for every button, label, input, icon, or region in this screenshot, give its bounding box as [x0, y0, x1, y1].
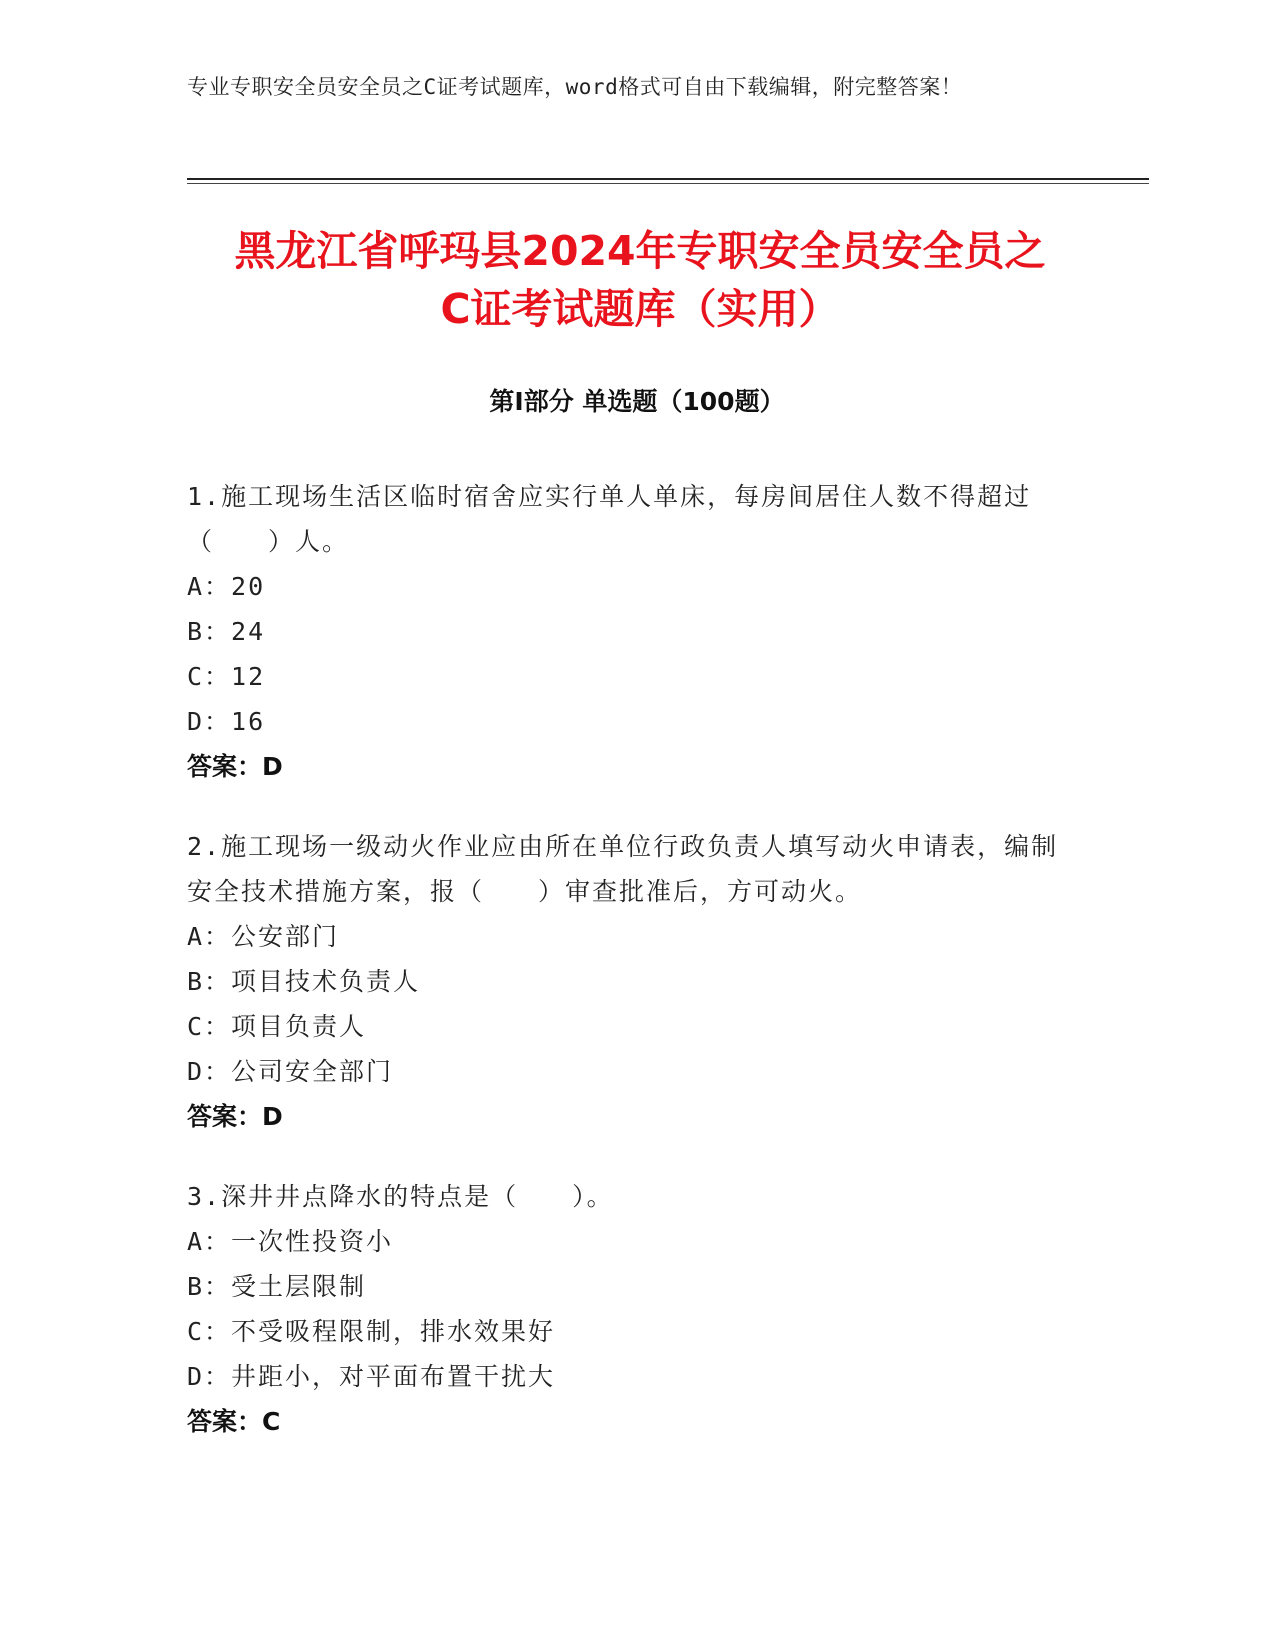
question-option-b: B：项目技术负责人	[187, 967, 421, 996]
question-stem: 2.施工现场一级动火作业应由所在单位行政负责人填写动火申请表，编制安全技术措施方案，报（ ）审查批准后，方可动火。	[187, 832, 1059, 906]
question-stem: 1.施工现场生活区临时宿舍应实行单人单床，每房间居住人数不得超过（ ）人。	[187, 482, 1032, 556]
question-option-c: C：不受吸程限制，排水效果好	[187, 1317, 556, 1346]
question-option-b: B：受土层限制	[187, 1272, 367, 1301]
document-title	[160, 222, 1120, 338]
question-option-a: A：一次性投资小	[187, 1227, 394, 1256]
question-answer: 答案：C	[187, 1407, 281, 1436]
question-option-c: C：12	[187, 662, 266, 691]
document-title-line-2: C证考试题库（实用）	[440, 285, 840, 333]
question-list	[187, 474, 1067, 1479]
question-option-d: D：公司安全部门	[187, 1057, 394, 1086]
question-item	[187, 474, 1067, 789]
header-divider-thin	[187, 183, 1149, 184]
header-note: 专业专职安全员安全员之C证考试题库，word格式可自由下载编辑，附完整答案！	[187, 75, 963, 99]
question-answer: 答案：D	[187, 1102, 283, 1131]
question-option-a: A：公安部门	[187, 922, 340, 951]
question-option-d: D：16	[187, 707, 266, 736]
header-divider	[187, 178, 1149, 180]
section-title: 第Ⅰ部分 单选题（100题）	[489, 387, 785, 416]
question-option-d: D：井距小，对平面布置干扰大	[187, 1362, 556, 1391]
question-option-a: A：20	[187, 572, 266, 601]
question-stem: 3.深井井点降水的特点是（ ）。	[187, 1182, 614, 1211]
question-option-b: B：24	[187, 617, 266, 646]
question-option-c: C：项目负责人	[187, 1012, 367, 1041]
question-answer: 答案：D	[187, 752, 283, 781]
question-item	[187, 1174, 1067, 1444]
document-title-line-1: 黑龙江省呼玛县2024年专职安全员安全员之	[234, 227, 1046, 275]
question-item	[187, 824, 1067, 1139]
